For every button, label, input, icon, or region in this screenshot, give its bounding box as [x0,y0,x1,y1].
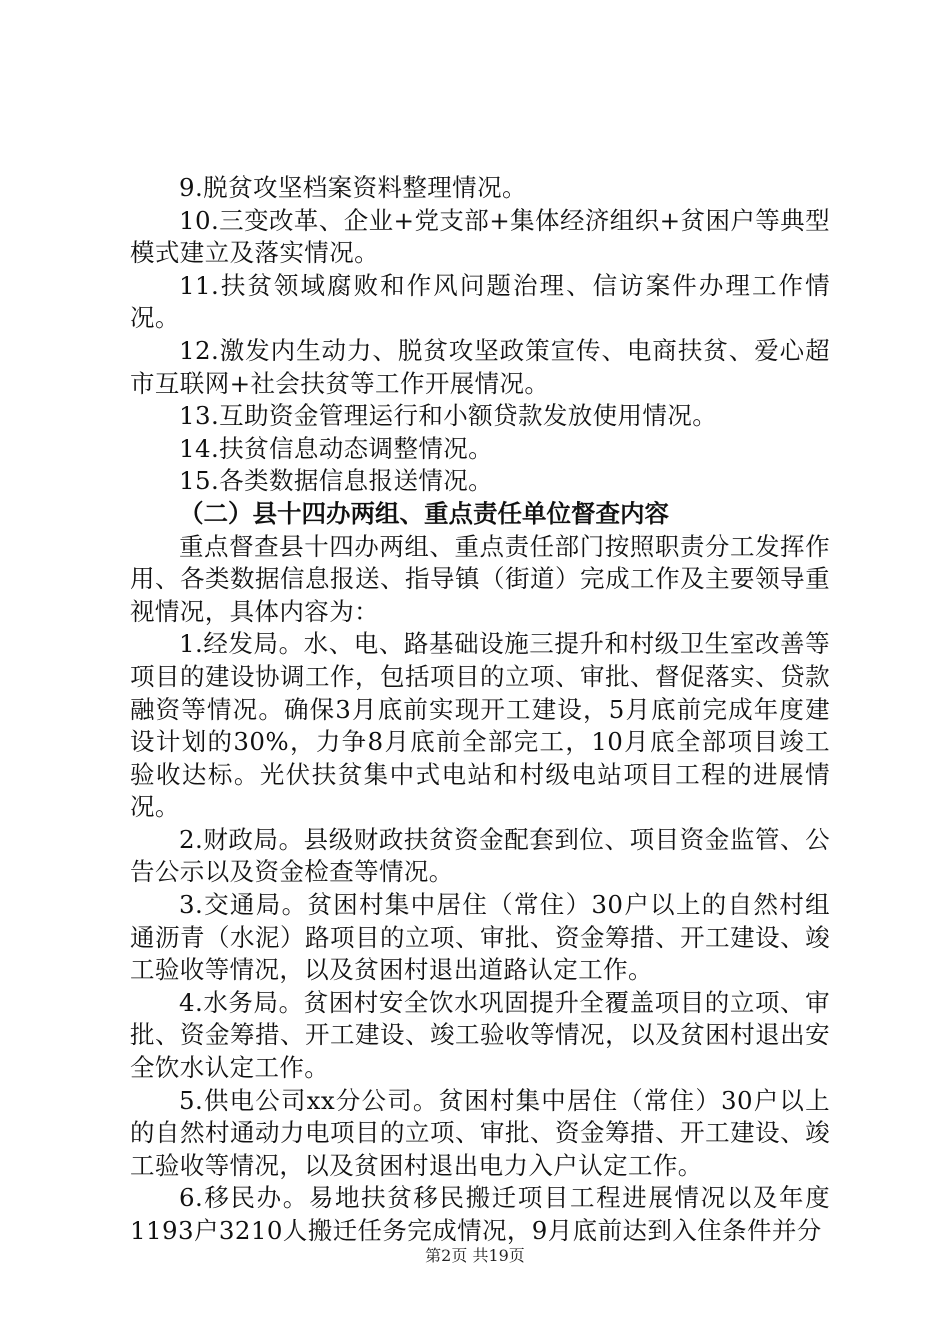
duty-item-migration-office: 6.移民办。易地扶贫移民搬迁项目工程进展情况以及年度1193户3210人搬迁任务完成情况，9月底前达到入住条件并分 [130,1183,830,1245]
list-item-12: 12.激发内生动力、脱贫攻坚政策宣传、电商扶贫、爱心超市互联网+社会扶贫等工作开展情况。 [130,335,830,398]
section-heading: （二）县十四办两组、重点责任单位督查内容 [179,498,669,528]
page-number-label: 第2页 共19页 [425,1246,525,1265]
duty-item-water-bureau: 4.水务局。贫困村安全饮水巩固提升全覆盖项目的立项、审批、资金筹措、开工建设、竣工验收等情况，以及贫困村退出安全饮水认定工作。 [130,987,830,1083]
section-intro: 重点督查县十四办两组、重点责任部门按照职责分工发挥作用、各类数据信息报送、指导镇（街道）完成工作及主要领导重视情况，具体内容为： [130,531,830,626]
page-footer [0,1243,950,1266]
list-item-9: 9.脱贫攻坚档案资料整理情况。 [179,173,527,202]
list-item-11: 11.扶贫领域腐败和作风问题治理、信访案件办理工作情况。 [130,270,830,333]
list-item-14: 14.扶贫信息动态调整情况。 [179,433,494,463]
list-item-10: 10.三变改革、企业+党支部+集体经济组织+贫困户等典型模式建立及落实情况。 [130,205,830,268]
duty-item-finance-bureau: 2.财政局。县级财政扶贫资金配套到位、项目资金监管、公告公示以及资金检查等情况。 [130,824,830,887]
list-item-13: 13.互助资金管理运行和小额贷款发放使用情况。 [179,401,718,431]
duty-item-power-company: 5.供电公司xx分公司。贫困村集中居住（常住）30户以上的自然村通动力电项目的立项、审批、资金筹措、开工建设、竣工验收等情况，以及贫困村退出电力入户认定工作。 [130,1085,830,1180]
document-body [130,172,830,1248]
duty-item-economic-bureau: 1.经发局。水、电、路基础设施三提升和村级卫生室改善等项目的建设协调工作，包括项目的立项、审批、督促落实、贷款融资等情况。确保3月底前实现开工建设，5月底前完成年度建设计划的30%，力争8月底前全部完工，10月底全部项目竣工验收达标。光伏扶贫集中式电站和村级电站项目工程的进展情况。 [130,629,830,822]
list-item-15: 15.各类数据信息报送情况。 [179,466,494,496]
duty-item-transport-bureau: 3.交通局。贫困村集中居住（常住）30户以上的自然村组通沥青（水泥）路项目的立项、审批、资金筹措、开工建设、竣工验收等情况，以及贫困村退出道路认定工作。 [130,890,830,985]
